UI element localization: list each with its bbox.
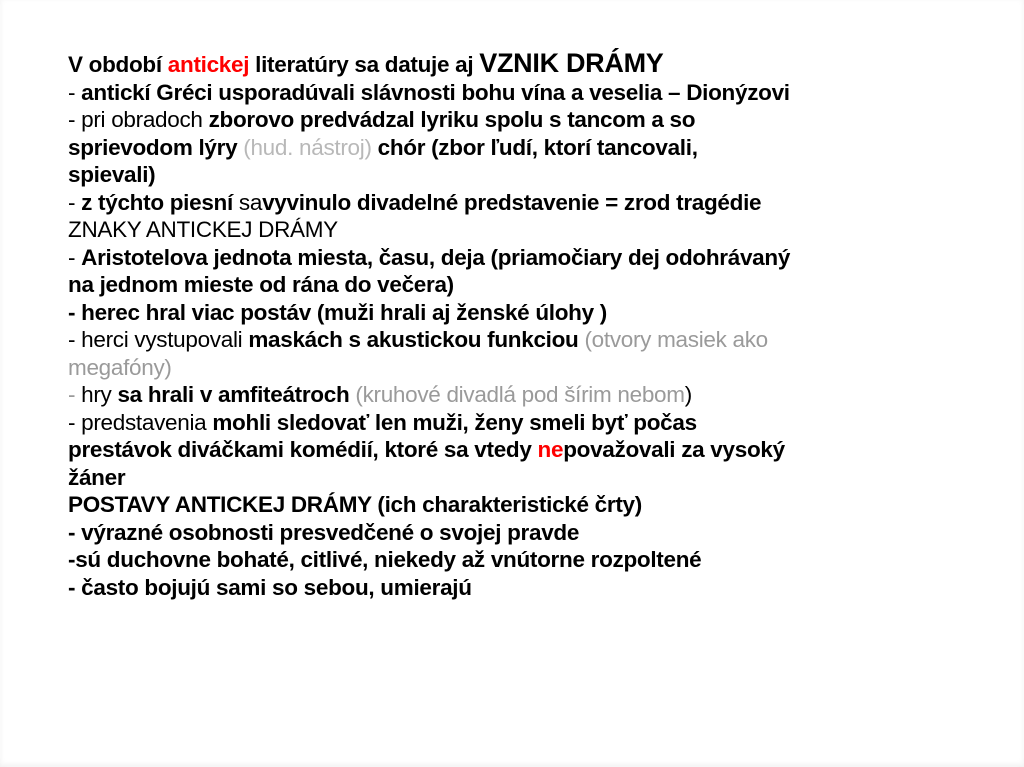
text-run: zborovo predvádzal lyriku spolu s tancom a so xyxy=(208,107,696,132)
text-run: - herci vystupovali xyxy=(68,327,249,352)
text-line xyxy=(68,409,998,437)
text-line xyxy=(68,464,998,492)
text-line xyxy=(68,161,998,189)
text-line xyxy=(68,106,998,134)
text-run: antickí Gréci usporadúvali slávnosti bohu vína a veselia – Dionýzovi xyxy=(81,79,790,105)
text-run: považovali za vysoký xyxy=(563,437,785,462)
text-run: Aristotelova jednota miesta, času, deja (priamočiary dej odohrávaný xyxy=(81,244,791,270)
text-run: spievali) xyxy=(68,162,156,187)
text-line xyxy=(68,491,998,519)
text-run: megafóny) xyxy=(68,354,172,380)
text-run: (kruhové divadlá pod šírim nebom xyxy=(349,382,685,407)
text-line xyxy=(68,216,998,244)
text-run: (otvory masiek ako xyxy=(578,327,768,352)
text-line xyxy=(68,79,998,107)
text-run: - pri obradoch xyxy=(68,107,209,132)
text-run: z týchto piesní xyxy=(81,189,239,215)
text-line xyxy=(68,546,998,574)
text-line xyxy=(68,244,998,272)
text-run: VZNIK DRÁMY xyxy=(479,48,664,78)
text-line xyxy=(68,299,998,327)
text-run: prestávok diváčkami komédií, ktoré sa vtedy xyxy=(68,437,538,462)
text-run: hry xyxy=(81,382,118,407)
text-line xyxy=(68,50,998,79)
text-line xyxy=(68,574,998,602)
text-run: na jednom mieste od rána do večera) xyxy=(68,272,454,297)
text-run: literatúry sa datuje aj xyxy=(249,52,480,77)
text-run: ) xyxy=(684,382,692,407)
text-run: - xyxy=(68,189,82,215)
text-run: sa hrali v amfiteátroch xyxy=(117,382,350,407)
text-run: antickej xyxy=(167,52,250,77)
text-run: žáner xyxy=(68,464,126,490)
text-run: - herec hral viac postáv (muži hrali aj ženské úlohy ) xyxy=(68,299,607,325)
text-run: mohli sledovať len muži, ženy smeli byť počas xyxy=(212,409,697,435)
text-line xyxy=(68,436,998,464)
text-run: (hud. nástroj) xyxy=(243,134,372,160)
text-run: - xyxy=(68,244,82,270)
text-run: chór (zbor ľudí, ktorí tancovali, xyxy=(371,134,698,160)
text-run: -sú duchovne bohaté, citlivé, niekedy až vnútorne rozpoltené xyxy=(68,547,702,572)
text-run: sa xyxy=(238,189,263,215)
text-run: - xyxy=(68,382,82,407)
text-run: - výrazné osobnosti presvedčené o svojej pravde xyxy=(68,519,580,545)
slide-text-body xyxy=(68,50,998,601)
text-run: V období xyxy=(68,52,168,77)
text-run: ZNAKY ANTICKEJ DRÁMY xyxy=(68,217,338,242)
text-line xyxy=(68,189,998,217)
text-line xyxy=(68,271,998,299)
text-run: - xyxy=(68,79,82,105)
text-line xyxy=(68,519,998,547)
text-run: - predstavenia xyxy=(68,409,213,435)
text-run: - často bojujú sami so sebou, umierajú xyxy=(68,574,472,600)
text-run: POSTAVY ANTICKEJ DRÁMY (ich charakteristické črty) xyxy=(68,492,642,517)
text-run: vyvinulo divadelné predstavenie = zrod tragédie xyxy=(262,189,762,215)
text-line xyxy=(68,134,998,162)
text-line xyxy=(68,326,998,354)
text-run: sprievodom lýry xyxy=(68,134,244,160)
text-line xyxy=(68,381,998,409)
text-run: maskách s akustickou funkciou xyxy=(248,327,579,352)
text-line xyxy=(68,354,998,382)
text-run: ne xyxy=(537,437,564,462)
